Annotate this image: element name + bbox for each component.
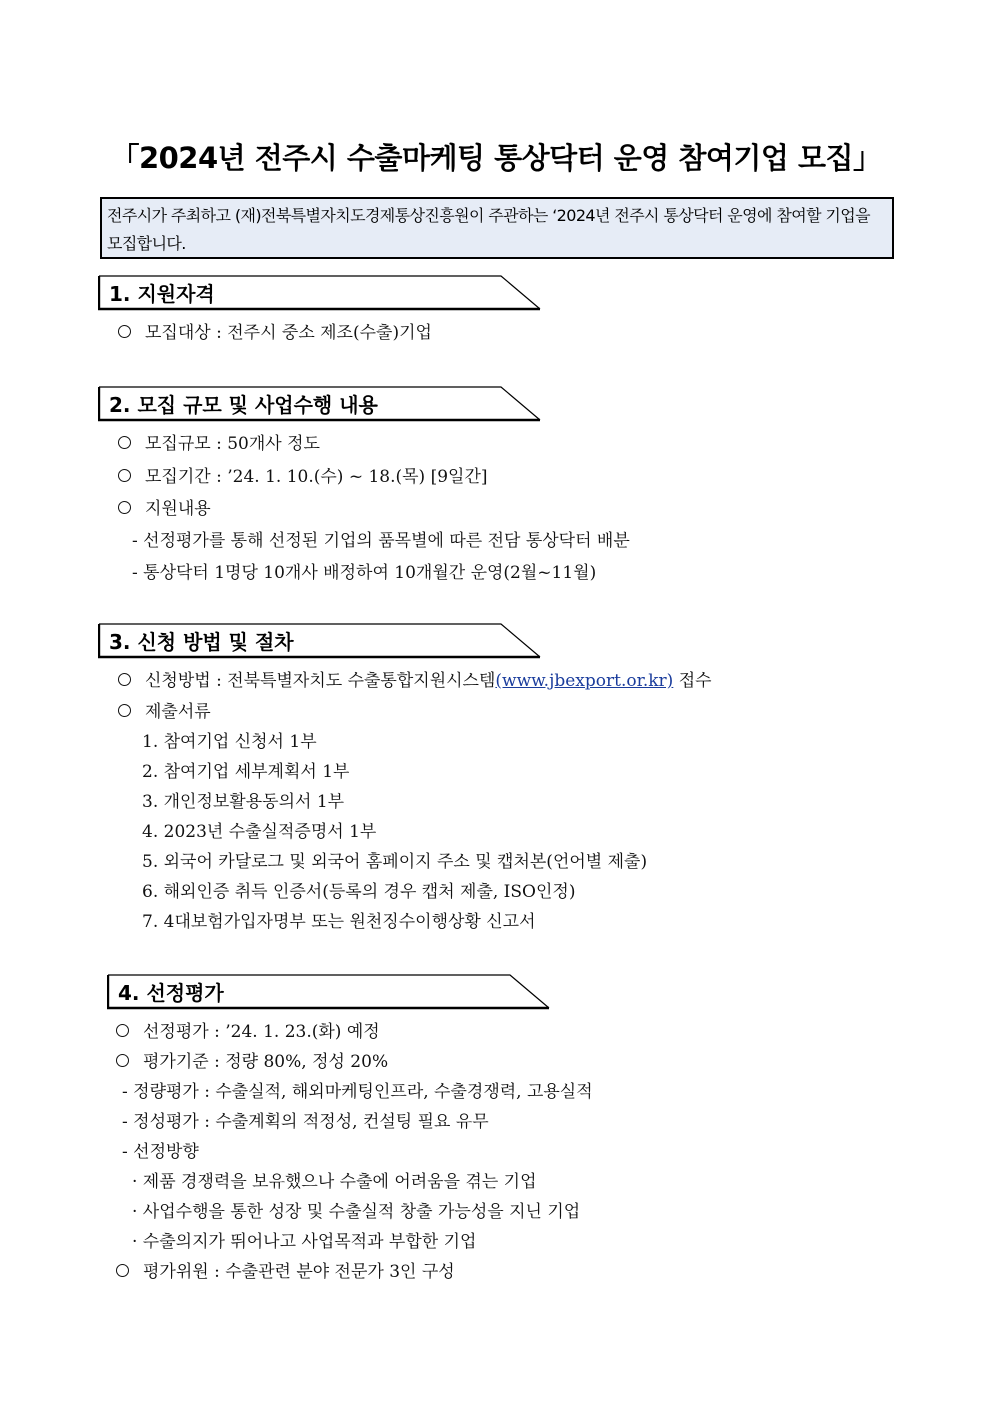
doc-item: 4. 2023년 수출실적증명서 1부 bbox=[142, 822, 377, 842]
doc-item: 3. 개인정보활용동의서 1부 bbox=[142, 792, 345, 812]
website-link[interactable]: (www.jbexport.or.kr) bbox=[495, 671, 674, 691]
section-4-heading bbox=[107, 974, 552, 1010]
section-2-title: 2. 모집 규모 및 사업수행 내용 bbox=[109, 393, 378, 417]
list-item: 제출서류 bbox=[118, 701, 211, 723]
circle-bullet-icon bbox=[116, 1054, 129, 1067]
doc-item: 1. 참여기업 신청서 1부 bbox=[142, 732, 317, 752]
list-item: 모집규모 : 50개사 정도 bbox=[118, 433, 320, 455]
circle-bullet-icon bbox=[118, 673, 131, 686]
sub-item: - 선정평가를 통해 선정된 기업의 품목별에 따른 전담 통상닥터 배분 bbox=[132, 531, 630, 551]
doc-item: 2. 참여기업 세부계획서 1부 bbox=[142, 762, 350, 782]
section-2-heading bbox=[98, 386, 543, 422]
list-item: 지원내용 bbox=[118, 498, 211, 520]
doc-item: 6. 해외인증 취득 인증서(등록의 경우 캡처 제출, ISO인정) bbox=[142, 882, 576, 902]
circle-bullet-icon bbox=[116, 1264, 129, 1277]
list-item: 평가기준 : 정량 80%, 정성 20% bbox=[116, 1051, 388, 1073]
sub-item: - 통상닥터 1명당 10개사 배정하여 10개월간 운영(2월~11월) bbox=[132, 563, 597, 583]
list-item: 모집기간 : ’24. 1. 10.(수) ~ 18.(목) [9일간] bbox=[118, 466, 488, 488]
section-1-heading bbox=[98, 275, 543, 311]
section-3-heading bbox=[98, 623, 543, 659]
list-item: 선정평가 : ’24. 1. 23.(화) 예정 bbox=[116, 1021, 380, 1043]
section-3-title: 3. 신청 방법 및 절차 bbox=[109, 630, 294, 654]
sub-item: - 선정방향 bbox=[122, 1142, 199, 1162]
sub-item: - 정량평가 : 수출실적, 해외마케팅인프라, 수출경쟁력, 고용실적 bbox=[122, 1082, 593, 1102]
circle-bullet-icon bbox=[118, 469, 131, 482]
page-title: 「2024년 전주시 수출마케팅 통상닥터 운영 참여기업 모집」 bbox=[110, 141, 882, 175]
list-item: 신청방법 : 전북특별자치도 수출통합지원시스템(www.jbexport.or.kr) 접수 bbox=[118, 670, 712, 692]
circle-bullet-icon bbox=[118, 436, 131, 449]
list-item: 평가위원 : 수출관련 분야 전문가 3인 구성 bbox=[116, 1261, 455, 1283]
doc-item: 5. 외국어 카달로그 및 외국어 홈페이지 주소 및 캡처본(언어별 제출) bbox=[142, 852, 648, 872]
circle-bullet-icon bbox=[116, 1024, 129, 1037]
circle-bullet-icon bbox=[118, 325, 131, 338]
section-1-title: 1. 지원자격 bbox=[109, 282, 215, 306]
sub-item: - 정성평가 : 수출계획의 적정성, 컨설팅 필요 유무 bbox=[122, 1112, 489, 1132]
list-item: 모집대상 : 전주시 중소 제조(수출)기업 bbox=[118, 322, 432, 344]
dot-item: · 사업수행을 통한 성장 및 수출실적 창출 가능성을 지닌 기업 bbox=[132, 1202, 581, 1222]
doc-item: 7. 4대보험가입자명부 또는 원천징수이행상황 신고서 bbox=[142, 912, 536, 932]
dot-item: · 수출의지가 뛰어나고 사업목적과 부합한 기업 bbox=[132, 1232, 477, 1252]
circle-bullet-icon bbox=[118, 704, 131, 717]
dot-item: · 제품 경쟁력을 보유했으나 수출에 어려움을 겪는 기업 bbox=[132, 1172, 537, 1192]
section-4-title: 4. 선정평가 bbox=[118, 981, 224, 1005]
circle-bullet-icon bbox=[118, 501, 131, 514]
intro-box: 전주시가 주최하고 (재)전북특별자치도경제통상진흥원이 주관하는 ‘2024년 전주시 통상닥터 운영에 참여할 기업을 모집합니다. bbox=[100, 197, 894, 259]
